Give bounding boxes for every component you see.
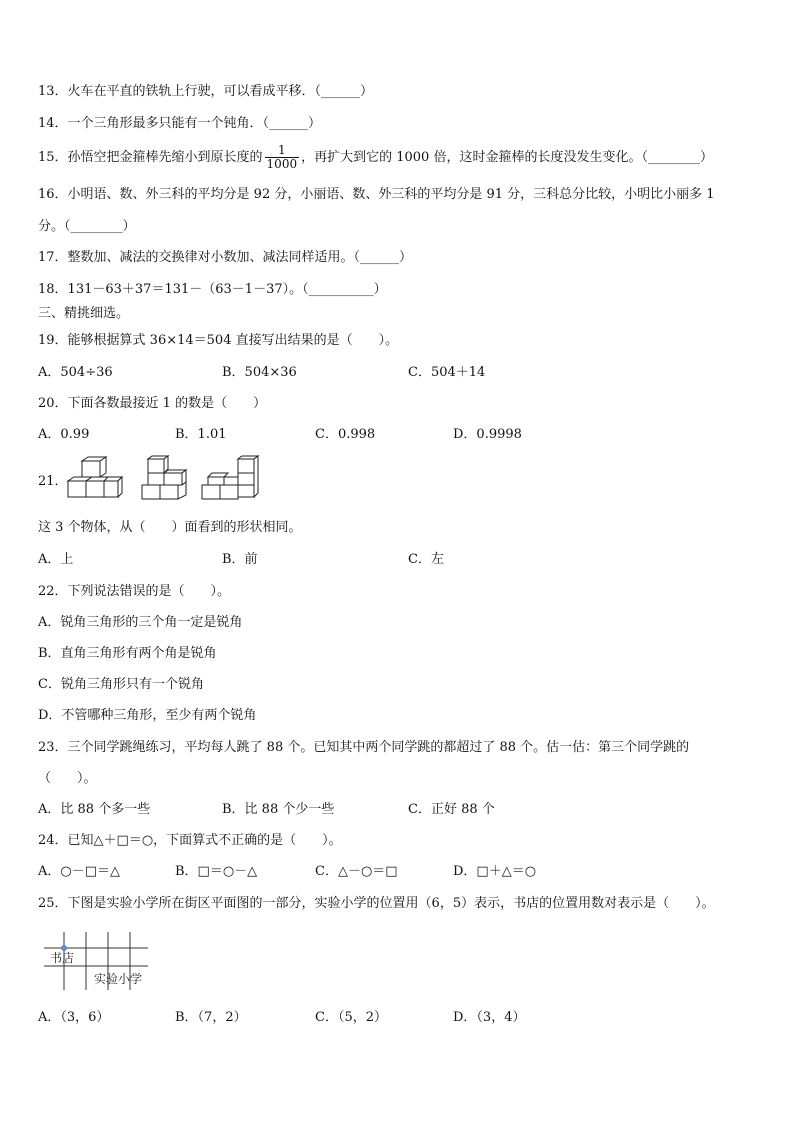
question-19: 19．能够根据算式 36×14＝504 直接写出结果的是（ ）。 (38, 333, 399, 348)
q23-option-a: A．比 88 个多一些 (38, 802, 151, 817)
q20-option-d: D．0.9998 (453, 427, 522, 442)
q22-option-a: A．锐角三角形的三个角一定是锐角 (38, 615, 243, 630)
q24-option-c: C．△－○＝□ (315, 864, 398, 879)
q20-option-c: C．0.998 (315, 427, 376, 442)
q21-option-b: B．前 (222, 552, 258, 567)
q22-option-c: C．锐角三角形只有一个锐角 (38, 677, 204, 692)
question-21: 这 3 个物体，从（ ）面看到的形状相同。 (38, 520, 302, 535)
question-25: 25．下图是实验小学所在街区平面图的一部分，实验小学的位置用（6，5）表示，书店的位置用数对表示是（ ）。 (38, 896, 715, 911)
q19-option-c: C．504＋14 (408, 365, 486, 380)
question-15 (38, 143, 713, 173)
q25-option-a: A．（3，6） (38, 1010, 110, 1025)
q15-text-a: 15．孙悟空把金箍棒先缩小到原长度的 (38, 150, 263, 165)
fraction: $\frac{1}{1000}$ (266, 143, 298, 171)
question-16-line1: 16．小明语、数、外三科的平均分是 92 分，小丽语、数、外三科的平均分是 91 分，三科总分比较，小明比小丽多 1 (38, 187, 715, 202)
cube-figure-3 (202, 456, 258, 499)
q23-option-c: C．正好 88 个 (408, 802, 495, 817)
q22-option-b: B．直角三角形有两个角是锐角 (38, 646, 217, 661)
question-20: 20．下面各数最接近 1 的数是（ ） (38, 396, 267, 411)
question-17: 17．整数加、减法的交换律对小数加、减法同样适用。（______） (38, 250, 413, 265)
question-14: 14．一个三角形最多只能有一个钝角．（______） (38, 116, 322, 131)
question-21-number: 21． (38, 474, 68, 489)
q15-text-b: ，再扩大到它的 1000 倍，这时金箍棒的长度没发生变化。（________） (301, 150, 713, 165)
map-label-school: 实验小学 (94, 972, 143, 986)
q20-option-b: B．1.01 (175, 427, 227, 442)
q24-option-a: A．○－□＝△ (38, 864, 121, 879)
street-map (42, 928, 162, 994)
map-label-bookstore: 书店 (50, 951, 75, 965)
section-heading: 三、精挑细选。 (38, 306, 130, 321)
q19-option-b: B．504×36 (222, 365, 297, 380)
cube-figures (62, 455, 262, 505)
q21-option-c: C．左 (408, 552, 444, 567)
question-23-line1: 23．三个同学跳绳练习，平均每人跳了 88 个。已知其中两个同学跳的都超过了 88 个。估一估：第三个同学跳的 (38, 740, 690, 755)
question-24: 24．已知△＋□＝○，下面算式不正确的是（ ）。 (38, 833, 342, 848)
cube-figure-1 (68, 457, 122, 497)
q21-option-a: A．上 (38, 552, 74, 567)
question-23-line2: （ ）。 (38, 771, 97, 786)
cube-figure-2 (142, 456, 186, 499)
q22-option-d: D．不管哪种三角形，至少有两个锐角 (38, 708, 257, 723)
q24-option-b: B．□＝○－△ (175, 864, 258, 879)
q23-option-b: B．比 88 个少一些 (222, 802, 335, 817)
q19-option-a: A．504÷36 (38, 365, 113, 380)
question-16-line2: 分。（________） (38, 219, 136, 234)
location-dot-icon (62, 946, 67, 951)
q25-option-b: B．（7，2） (175, 1010, 247, 1025)
question-18: 18．131－63＋37＝131－（63－1－37）。（__________） (38, 282, 387, 297)
q20-option-a: A．0.99 (38, 427, 90, 442)
question-13: 13．火车在平直的铁轨上行驶，可以看成平移．（______） (38, 84, 374, 99)
q24-option-d: D．□＋△＝○ (453, 864, 537, 879)
q25-option-d: D．（3，4） (453, 1010, 526, 1025)
question-22: 22．下列说法错误的是（ ）。 (38, 584, 231, 599)
q25-option-c: C．（5，2） (315, 1010, 387, 1025)
